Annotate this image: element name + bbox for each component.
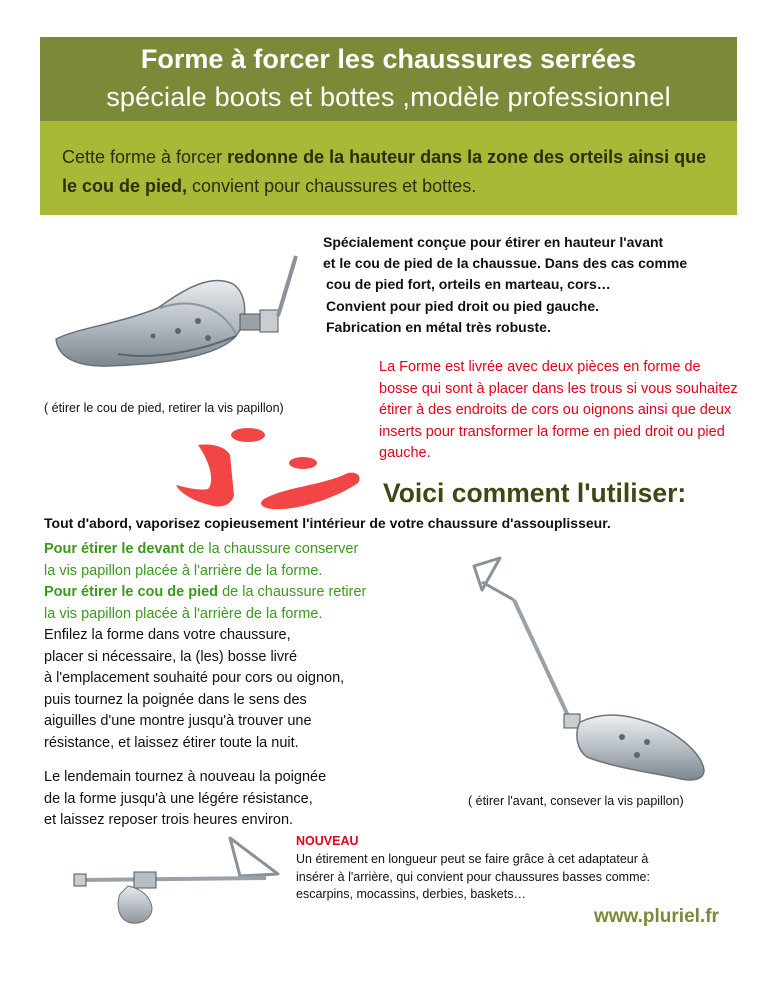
feature-line: et le cou de pied de la chaussue. Dans des cas comme	[323, 255, 688, 272]
page-title: Forme à forcer les chaussures serrées	[140, 44, 637, 74]
next-day-instructions	[44, 767, 326, 832]
front-label: Pour étirer le devant	[44, 541, 185, 557]
shoe-stretcher-front-image	[452, 552, 714, 788]
length-adapter-image	[70, 834, 282, 928]
instep-instruction-line2: la vis papillon placée à l'arrière de la forme.	[44, 605, 323, 622]
instructions-intro: Tout d'abord, vaporisez copieusement l'intérieur de votre chaussure d'assouplisseur.	[44, 515, 611, 531]
next-day-line: Le lendemain tournez à nouveau la poignée	[44, 769, 327, 785]
feature-line: cou de pied fort, orteils en marteau, cors…	[326, 276, 611, 293]
accessories-text: La Forme est livrée avec deux pièces en forme de bosse qui sont à placer dans les trous si vous souhaitez étirer à des endroits de cors ou oignons ainsi que deux inserts pour transformer la forme en pied droit ou pied gauche.	[379, 359, 738, 461]
new-text-line: escarpins, mocassins, derbies, baskets…	[296, 887, 526, 901]
instep-instruction-line1	[44, 582, 424, 604]
step-line: résistance, et laissez étirer toute la nuit.	[44, 734, 299, 751]
new-text-line: Un étirement en longueur peut se faire grâce à cet adaptateur à	[296, 852, 649, 866]
intro-text	[40, 121, 737, 201]
front-instruction-line2: la vis papillon placée à l'arrière de la forme.	[44, 562, 323, 579]
page-subtitle: spéciale boots et bottes ,modèle professionnel	[106, 82, 671, 112]
features-list	[323, 232, 733, 338]
feature-line: Convient pour pied droit ou pied gauche.	[326, 297, 599, 314]
step-line: placer si nécessaire, la (les) bosse livré	[44, 648, 298, 665]
howto-title: Voici comment l'utiliser:	[383, 478, 687, 508]
instep-label: Pour étirer le cou de pied	[44, 584, 219, 600]
front-text1: de la chaussure conserver	[184, 541, 359, 557]
step-line: puis tournez la poignée dans le sens des	[44, 691, 307, 708]
caption-instep: ( étirer le cou de pied, retirer la vis papillon)	[44, 401, 284, 415]
feature-line: Fabrication en métal très robuste.	[326, 318, 551, 335]
step-line: Enfilez la forme dans votre chaussure,	[44, 627, 291, 643]
step-line: aiguilles d'une montre jusqu'à trouver une	[44, 713, 312, 729]
intro-text-start: Cette forme à forcer	[62, 147, 228, 167]
intro-text-bold: redonne de la hauteur dans la zone des orteils ainsi que le cou de pied,	[62, 147, 707, 196]
feature-line: Spécialement conçue pour étirer en hauteur l'avant	[323, 234, 664, 250]
intro-band	[40, 121, 737, 215]
shoe-stretcher-instep-image	[48, 236, 303, 386]
caption-front: ( étirer l'avant, consever la vis papillon)	[468, 794, 684, 808]
instep-text1: de la chaussure retirer	[218, 584, 367, 600]
new-section-text	[296, 851, 726, 904]
next-day-line: de la forme jusqu'à une légére résistance,	[44, 790, 313, 807]
red-inserts-image	[158, 425, 378, 513]
website-link[interactable]: www.pluriel.fr	[594, 906, 719, 927]
page-header	[40, 37, 737, 121]
new-text-line: insérer à l'arrière, qui convient pour chaussures basses comme:	[296, 869, 650, 884]
step-line: à l'emplacement souhaité pour cors ou oignon,	[44, 670, 345, 686]
new-label: NOUVEAU	[296, 834, 359, 848]
instructions-steps	[44, 539, 424, 754]
intro-text-end: convient pour chaussures et bottes.	[187, 176, 477, 196]
next-day-line: et laissez reposer trois heures environ.	[44, 812, 294, 828]
front-instruction-line1	[44, 539, 424, 561]
